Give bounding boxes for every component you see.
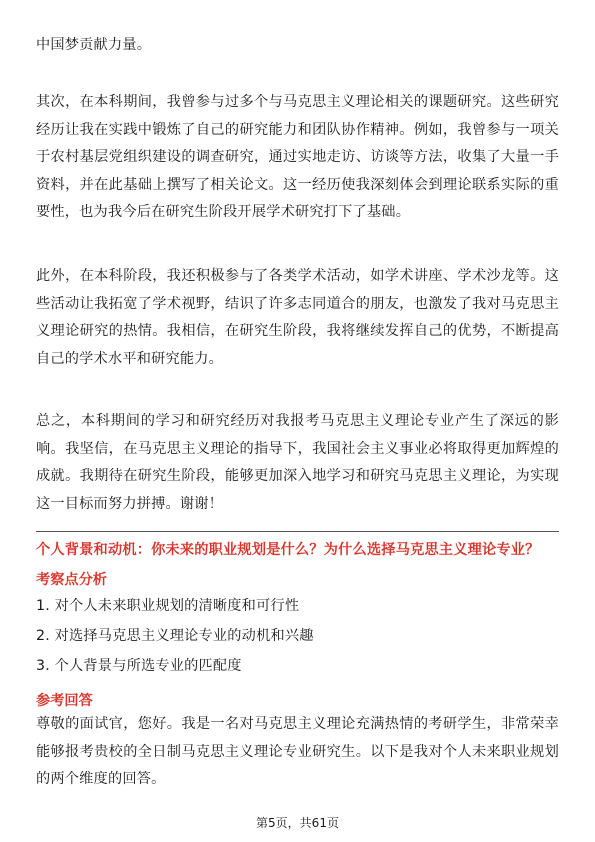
page-number: 第5页，共61页 (256, 816, 339, 830)
paragraph-conclusion: 总之，本科期间的学习和研究经历对我报考马克思主义理论专业产生了深远的影响。我坚信，在马克思主义理论的指导下，我国社会主义事业必将取得更加辉煌的成就。我期待在研究生阶段，能够更加深入地学习和研究马克思主义理论，为实现这一目标而努力拼搏。谢谢！ (36, 413, 559, 512)
paragraph-continuation: 中国梦贡献力量。 (36, 37, 152, 53)
reference-answer-title: 参考回答 (36, 693, 93, 709)
analysis-item: 2. 对选择马克思主义理论专业的动机和兴趣 (36, 628, 314, 644)
analysis-title: 考察点分析 (36, 572, 107, 588)
analysis-item: 1. 对个人未来职业规划的清晰度和可行性 (36, 598, 300, 614)
section-divider (36, 531, 559, 532)
analysis-item: 3. 个人背景与所选专业的匹配度 (36, 658, 242, 674)
interview-question: 个人背景和动机：你未来的职业规划是什么？为什么选择马克思主义理论专业？ (36, 542, 540, 558)
paragraph-research-experience: 其次，在本科期间，我曾参与过多个与马克思主义理论相关的课题研究。这些研究经历让我在实践中锻炼了自己的研究能力和团队协作精神。例如，我曾参与一项关于农村基层党组织建设的调查研究，通过实地走访、访谈等方法，收集了大量一手资料，并在此基础上撰写了相关论文。这一经历使我深刻体会到理论联系实际的重要性，也为我今后在研究生阶段开展学术研究打下了基础。 (36, 94, 559, 220)
paragraph-academic-activities: 此外，在本科阶段，我还积极参与了各类学术活动，如学术讲座、学术沙龙等。这些活动让我拓宽了学术视野，结识了许多志同道合的朋友，也激发了我对马克思主义理论研究的热情。我相信，在研究生阶段，我将继续发挥自己的优势，不断提高自己的学术水平和研究能力。 (36, 268, 559, 367)
reference-answer-text: 尊敬的面试官，您好。我是一名对马克思主义理论充满热情的考研学生，非常荣幸能够报考贵校的全日制马克思主义理论专业研究生。以下是我对个人未来职业规划的两个维度的回答。 (36, 716, 559, 787)
